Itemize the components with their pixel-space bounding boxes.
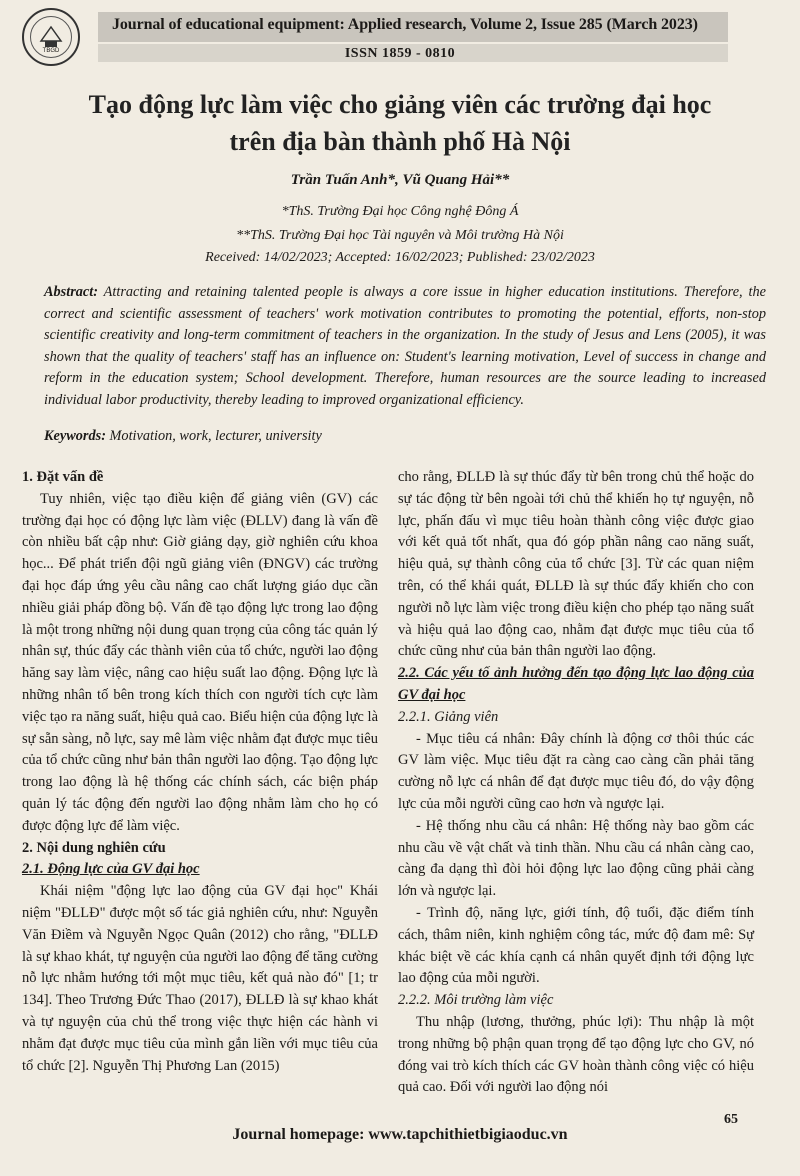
paragraph: Tuy nhiên, việc tạo điều kiện để giảng viên (GV) các trường đại học có động lực làm việc (ĐLLV) đang là vấn đề còn nhiều bất cập như: Giờ giảng dạy, giờ nghiên cứu khoa học... Để phát triển đội ngũ giảng viên (ĐNGV) các trường đại học đáp ứng yêu cầu nâng cao chất lượng giáo dục cần nhiều giải pháp đồng bộ. Vấn đề tạo động lực trong lao động là một trong những nội dung quan trọng của công tác quản lý nhân sự, thúc đẩy các thành viên của tổ chức, người lao động hăng say làm việc, nâng cao hiệu suất lao động. Động lực là những nhân tố bên trong kích thích con người tích cực làm việc tạo ra năng suất, hiệu quả cao. Biểu hiện của động lực là sự sẵn sàng, nỗ lực, say mê làm việc nhằm đạt được mục tiêu của tổ chức cũng như bản thân người lao động. Tạo động lực trong lao động là hệ thống các chính sách, các biện pháp quản lý tác động đến người lao động nhằm làm cho họ có được động lực để làm việc.	[22, 490, 378, 834]
paragraph: - Mục tiêu cá nhân: Đây chính là động cơ thôi thúc các GV làm việc. Mục tiêu đặt ra càng cao càng cần phải tăng cường nỗ lực cá nhân để đạt được mục tiêu đó, do vậy động lực của mỗi người cũng cao hơn và ngược lại.	[398, 730, 754, 812]
paragraph: cho rằng, ĐLLĐ là sự thúc đẩy từ bên trong chủ thể hoặc do sự tác động từ bên ngoài tới chủ thể khiến họ tự nguyện, nỗ lực, phấn đấu vì mục tiêu hoàn thành công việc được giao với kết quả tốt nhất, qua đó góp phần nâng cao năng suất, hiệu quả, sự thành công của tổ chức [3]. Từ các quan niệm trên, có thể khái quát, ĐLLĐ là sự thúc đẩy khiến cho con người nỗ lực làm việc trong điều kiện cho phép tạo năng suất và hiệu quả lao động cao, nhằm đạt được mục tiêu của tổ chức cũng như của bản thân người lao động.	[398, 469, 754, 660]
paragraph: - Hệ thống nhu cầu cá nhân: Hệ thống này bao gồm các nhu cầu về vật chất và tinh thần. Nhu cầu cá nhân càng cao, càng đa dạng thì đòi hỏi động lực lao động cũng phải càng lớn và ngược lại.	[398, 817, 754, 900]
subsubsection-heading-2-2-2: 2.2.2. Môi trường làm việc	[398, 992, 554, 1009]
keywords-label: Keywords:	[44, 428, 106, 444]
journal-citation: Journal of educational equipment: Applied research, Volume 2, Issue 285 (March 2023)	[112, 16, 698, 33]
subsection-heading-2-2: 2.2. Các yếu tố ảnh hưởng đến tạo động lực lao động của GV đại học	[398, 665, 754, 703]
subsubsection-heading-2-2-1: 2.2.1. Giảng viên	[398, 708, 499, 725]
article-title	[0, 86, 800, 160]
section-heading-2: 2. Nội dung nghiên cứu	[22, 839, 166, 856]
paragraph: Khái niệm "động lực lao động của GV đại học" Khái niệm "ĐLLĐ" được một số tác giả nghiên cứu, như: Nguyễn Văn Điềm và Nguyễn Ngọc Quân (2012) cho rằng, "ĐLLĐ là sự khao khát, tự nguyện của người lao động để tăng cường nỗ lực nhằm hướng tới một mục tiêu, kết quả nào đó" [1; tr 134]. Theo Trương Đức Thao (2017), ĐLLĐ là sự khao khát và tự nguyện của chủ thể trong việc thực hiện các hành vi nhằm đạt được mục tiêu của mình gắn liền với mục tiêu của tổ chức [2]. Nguyễn Thị Phương Lan (2015)	[22, 883, 378, 1074]
keywords	[44, 428, 766, 445]
abstract	[44, 282, 766, 411]
page-number: 65	[724, 1112, 738, 1127]
title-line-2: trên địa bàn thành phố Hà Nội	[229, 127, 571, 156]
keywords-text: Motivation, work, lecturer, university	[105, 428, 322, 444]
abstract-label: Abstract:	[44, 284, 99, 300]
affiliation-1: *ThS. Trường Đại học Công nghệ Đông Á	[281, 204, 519, 219]
authors: Trần Tuấn Anh*, Vũ Quang Hải**	[290, 172, 510, 188]
paragraph: Thu nhập (lương, thưởng, phúc lợi): Thu nhập là một trong những bộ phận quan trọng để tạo động lực cho GV, nó đóng vai trò kích thích các GV hoàn thành công việc có hiệu quả cao. Đối với người lao động nói	[398, 1013, 754, 1096]
subsection-heading-2-1: 2.1. Động lực của GV đại học	[22, 861, 200, 878]
affiliation-2: **ThS. Trường Đại học Tài nguyên và Môi trường Hà Nội	[236, 228, 564, 243]
paragraph: - Trình độ, năng lực, giới tính, độ tuổi, đặc điểm tính cách, thâm niên, kinh nghiệm công tác, mức độ đam mê: Sự khác biệt về các khía cạnh cá nhân quyết định tới động lực lao động của mỗi người.	[398, 904, 754, 987]
publication-dates: Received: 14/02/2023; Accepted: 16/02/2023; Published: 23/02/2023	[205, 250, 595, 265]
issn: ISSN 1859 - 0810	[344, 46, 456, 61]
section-heading-1: 1. Đặt vấn đề	[22, 469, 104, 485]
abstract-text: Attracting and retaining talented people is always a core issue in higher education institutions. Therefore, the correct and scientific assessment of teachers' work motivation contributes to promoting the potential, efforts, non-stop scientific creativity and long-term commitment of teachers in the organization. In the study of Jesus and Lens (2005), it was shown that the quality of teachers' staff has an influence on: Student's learning motivation, Level of success in change and reform in the education system; School development. Therefore, human resources are the source leading to increased individual labor productivity, thereby leading to improved organizational efficiency.	[44, 284, 766, 408]
left-column	[22, 467, 378, 1077]
logo-text: TBGD	[42, 48, 60, 54]
right-column	[398, 467, 754, 1099]
journal-homepage: Journal homepage: www.tapchithietbigiaoduc.vn	[232, 1126, 568, 1143]
title-line-1: Tạo động lực làm việc cho giảng viên các trường đại học	[88, 90, 712, 119]
